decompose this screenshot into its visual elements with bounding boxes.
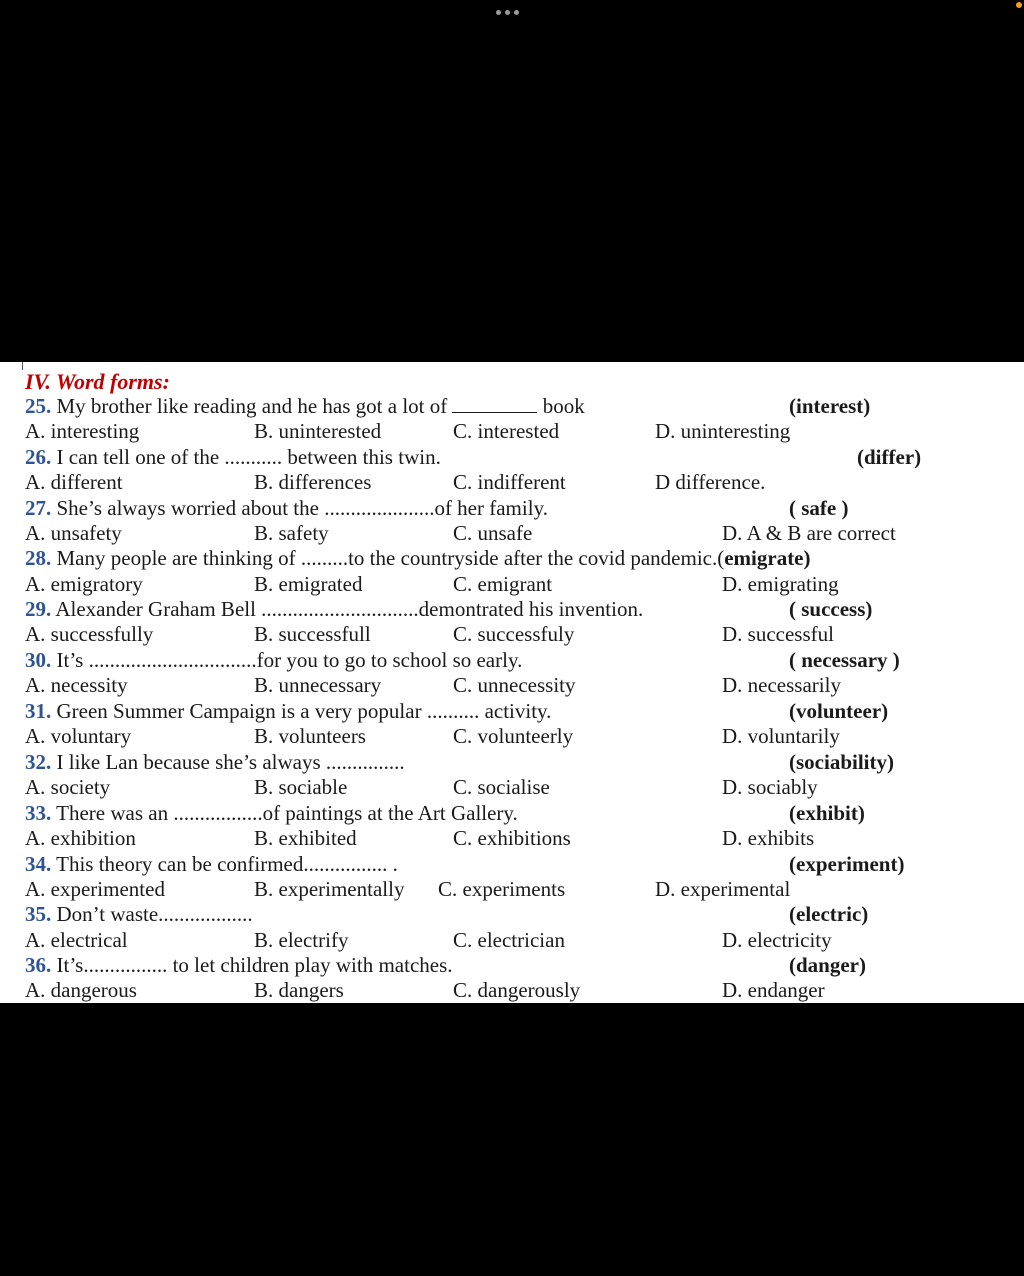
question-stem: I can tell one of the ........... between this twin. xyxy=(56,445,441,469)
option-a: A. successfully xyxy=(25,622,154,646)
question-number: 30. xyxy=(25,648,52,672)
question-stem: It’s ................................for you to go to school so early. xyxy=(56,648,523,672)
section-title: Word forms: xyxy=(56,369,170,394)
option-c: C. interested xyxy=(453,419,560,443)
option-d: D. A & B are correct xyxy=(722,521,896,545)
question-text xyxy=(25,750,405,775)
word-hint: ( success) xyxy=(789,597,873,621)
question-text xyxy=(25,445,441,470)
question-stem: Green Summer Campaign is a very popular .......... activity. xyxy=(56,699,552,723)
question-stem: Don’t waste.................. xyxy=(56,902,253,926)
question-text xyxy=(25,902,253,927)
top-bar xyxy=(0,0,1024,34)
options-31 xyxy=(0,724,1024,749)
word-hint: ( necessary ) xyxy=(789,648,900,672)
options-29 xyxy=(0,622,1024,647)
option-d: D. experimental xyxy=(655,877,791,901)
word-hint: (electric) xyxy=(789,902,869,926)
question-31 xyxy=(0,699,1024,724)
question-text xyxy=(25,699,551,724)
option-d: D. emigrating xyxy=(722,572,839,596)
margin-line xyxy=(22,362,23,370)
option-b: B. exhibited xyxy=(254,826,357,850)
option-b: B. unnecessary xyxy=(254,673,382,697)
word-hint: (exhibit) xyxy=(789,801,865,825)
option-a: A. experimented xyxy=(25,877,165,901)
options-28 xyxy=(0,572,1024,597)
question-stem: It’s................ to let children play with matches. xyxy=(56,953,453,977)
option-b: B. experimentally xyxy=(254,877,405,901)
worksheet-image xyxy=(0,362,1024,1003)
question-number: 29. xyxy=(25,597,52,621)
option-a: A. voluntary xyxy=(25,724,132,748)
option-a: A. society xyxy=(25,775,111,799)
word-hint: (interest) xyxy=(789,394,871,418)
option-d: D difference. xyxy=(655,470,766,494)
question-33 xyxy=(0,801,1024,826)
option-c: C. experiments xyxy=(438,877,566,901)
option-b: B. uninterested xyxy=(254,419,382,443)
question-text xyxy=(25,496,548,521)
question-number: 28. xyxy=(25,546,52,570)
options-27 xyxy=(0,521,1024,546)
question-stem: She’s always worried about the .....................of her family. xyxy=(56,496,548,520)
option-a: A. emigratory xyxy=(25,572,143,596)
option-a: A. unsafety xyxy=(25,521,122,545)
option-d: D. uninteresting xyxy=(655,419,791,443)
question-text xyxy=(25,394,585,419)
question-number: 34. xyxy=(25,852,52,876)
options-34 xyxy=(0,877,1024,902)
question-text xyxy=(25,801,518,826)
question-26 xyxy=(0,445,1024,470)
section-heading xyxy=(25,368,170,396)
question-stem: There was an .................of paintings at the Art Gallery. xyxy=(56,801,518,825)
question-34 xyxy=(0,852,1024,877)
option-c: C. electrician xyxy=(453,928,565,952)
option-b: B. dangers xyxy=(254,978,344,1002)
option-d: D. successful xyxy=(722,622,834,646)
question-stem: Alexander Graham Bell ..............................demontrated his invention. xyxy=(55,597,644,621)
question-number: 26. xyxy=(25,445,52,469)
option-b: B. electrify xyxy=(254,928,349,952)
question-stem: Many people are thinking of .........to the countryside after the covid pandemic.( xyxy=(56,546,725,570)
options-35 xyxy=(0,928,1024,953)
option-d: D. endanger xyxy=(722,978,825,1002)
question-stem: This theory can be confirmed................ . xyxy=(56,852,398,876)
option-c: C. volunteerly xyxy=(453,724,574,748)
word-hint: emigrate) xyxy=(724,546,811,570)
question-text xyxy=(25,546,811,571)
option-c: C. socialise xyxy=(453,775,550,799)
question-text xyxy=(25,852,398,877)
more-horizontal-icon[interactable] xyxy=(496,10,519,15)
question-25 xyxy=(0,394,1024,419)
question-number: 25. xyxy=(25,394,52,418)
question-number: 32. xyxy=(25,750,52,774)
option-a: A. exhibition xyxy=(25,826,136,850)
option-d: D. sociably xyxy=(722,775,818,799)
option-c: C. unsafe xyxy=(453,521,533,545)
section-roman: IV. xyxy=(25,369,51,394)
option-b: B. sociable xyxy=(254,775,348,799)
status-dot-icon xyxy=(1016,2,1022,8)
option-c: C. indifferent xyxy=(453,470,566,494)
question-36 xyxy=(0,953,1024,978)
option-b: B. safety xyxy=(254,521,329,545)
question-stem: I like Lan because she’s always ............... xyxy=(56,750,405,774)
options-33 xyxy=(0,826,1024,851)
options-26 xyxy=(0,470,1024,495)
option-b: B. successfull xyxy=(254,622,371,646)
options-25 xyxy=(0,419,1024,444)
options-30 xyxy=(0,673,1024,698)
question-number: 31. xyxy=(25,699,52,723)
option-a: A. electrical xyxy=(25,928,128,952)
option-b: B. differences xyxy=(254,470,372,494)
question-text xyxy=(25,597,643,622)
question-number: 36. xyxy=(25,953,52,977)
option-a: A. different xyxy=(25,470,123,494)
question-number: 27. xyxy=(25,496,52,520)
question-35 xyxy=(0,902,1024,927)
word-hint: (experiment) xyxy=(789,852,905,876)
option-c: C. emigrant xyxy=(453,572,553,596)
option-b: B. volunteers xyxy=(254,724,366,748)
option-c: C. successfuly xyxy=(453,622,575,646)
option-a: A. interesting xyxy=(25,419,140,443)
question-text xyxy=(25,648,522,673)
options-32 xyxy=(0,775,1024,800)
question-number: 33. xyxy=(25,801,52,825)
question-30 xyxy=(0,648,1024,673)
options-36 xyxy=(0,978,1024,1003)
question-stem: My brother like reading and he has got a lot of xyxy=(56,394,448,418)
question-28 xyxy=(0,546,1024,571)
word-hint: (sociability) xyxy=(789,750,894,774)
word-hint: (danger) xyxy=(789,953,866,977)
word-hint: ( safe ) xyxy=(789,496,849,520)
option-a: A. necessity xyxy=(25,673,128,697)
option-d: D. necessarily xyxy=(722,673,841,697)
option-b: B. emigrated xyxy=(254,572,363,596)
question-32 xyxy=(0,750,1024,775)
option-d: D. exhibits xyxy=(722,826,815,850)
option-c: C. unnecessity xyxy=(453,673,576,697)
question-number: 35. xyxy=(25,902,52,926)
word-hint: (volunteer) xyxy=(789,699,889,723)
question-29 xyxy=(0,597,1024,622)
answer-blank xyxy=(452,394,537,413)
question-stem-end: book xyxy=(542,394,585,418)
option-d: D. electricity xyxy=(722,928,832,952)
word-hint: (differ) xyxy=(857,445,922,469)
option-a: A. dangerous xyxy=(25,978,137,1002)
option-d: D. voluntarily xyxy=(722,724,840,748)
question-27 xyxy=(0,496,1024,521)
question-text xyxy=(25,953,453,978)
option-c: C. exhibitions xyxy=(453,826,571,850)
option-c: C. dangerously xyxy=(453,978,581,1002)
